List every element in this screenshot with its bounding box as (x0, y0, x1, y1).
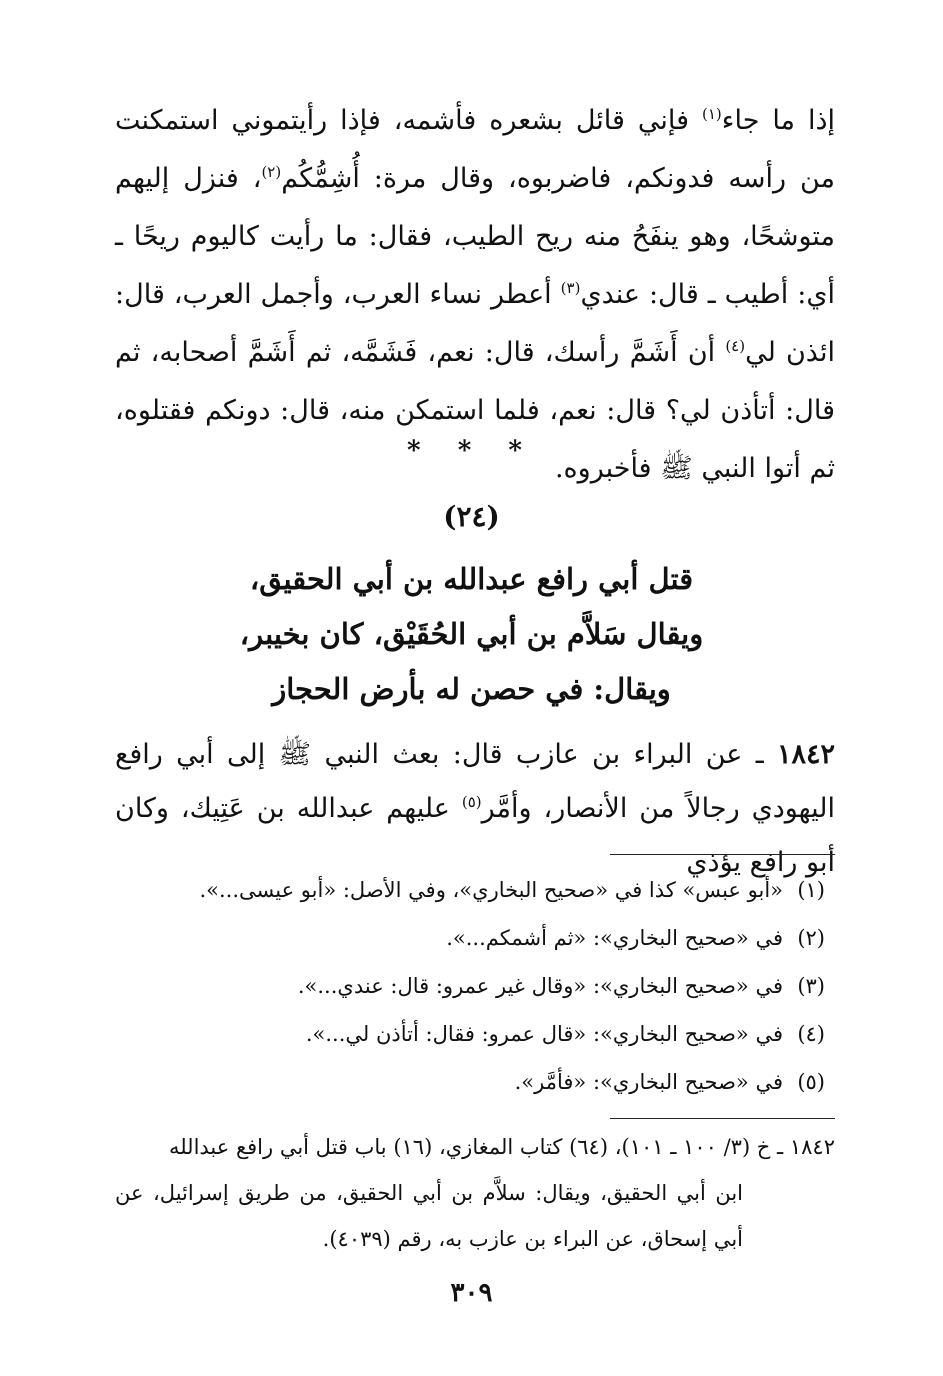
footnote-ref: (٣) (560, 279, 581, 297)
footnote-ref: (١) (701, 105, 722, 123)
footnote-text: في «صحيح البخاري»: «وقال غير عمرو: قال: عندي...». (297, 974, 783, 998)
text-segment: أعطر نساء العرب، وأجمل العرب، قال: ائذن لي (115, 279, 835, 368)
footnote-item (115, 914, 825, 962)
footnote-text: في «صحيح البخاري»: «ثم أشمكم...». (446, 926, 783, 950)
source-note-line: ابن أبي الحقيق، ويقال: سلاَّم بن أبي الحقيق، من طريق إسرائيل، عن أبي إسحاق، عن البراء بن عازب به، رقم (٤٠٣٩). (115, 1181, 743, 1251)
text-segment: إذا ما جاء (721, 105, 835, 136)
footnote-ref: (٢) (261, 163, 282, 181)
footnote-ref: (٥) (461, 793, 482, 811)
footnote-mark: (٢) (797, 926, 825, 950)
footnotes-list (115, 866, 825, 1106)
footnote-mark: (٣) (797, 974, 825, 998)
chapter-title (0, 552, 943, 717)
chapter-title-line: قتل أبي رافع عبدالله بن أبي الحقيق، (249, 562, 694, 596)
source-note-line: ١٨٤٢ ـ خ (٣/ ١٠٠ ـ ١٠١)، (٦٤) كتاب المغازي، (١٦) باب قتل أبي رافع عبدالله (168, 1135, 835, 1159)
footnote-mark: (٥) (797, 1070, 825, 1094)
text-segment: أن أَشَمَّ رأسك، قال: نعم، فَشَمَّه، ثم أَشَمَّ أصحابه، ثم قال: أتأذن لي؟ قال: نعم، فلما استمكن منه، قال: دونكم فقتلوه، ثم أتوا النبي ﷺ فأخبروه. (115, 337, 835, 484)
footnote-divider (610, 854, 835, 855)
section-separator: * * * (407, 436, 536, 466)
footnote-item (115, 866, 825, 914)
footnote-text: في «صحيح البخاري»: «فأمَّر». (514, 1070, 783, 1094)
footnote-mark: (٤) (797, 1022, 825, 1046)
footnote-ref: (٤) (725, 337, 746, 355)
text-segment: عليهم عبدالله بن عَتِيك، وكان أبو رافع يؤذي (115, 793, 835, 878)
source-note (115, 1124, 835, 1262)
chapter-title-line: ويقال: في حصن له بأرض الحجاز (272, 672, 671, 706)
footnote-item (115, 962, 825, 1010)
chapter-title-line: ويقال سَلاَّم بن أبي الحُقَيْق، كان بخيبر، (239, 617, 704, 651)
footnote-item (115, 1058, 825, 1106)
source-divider (610, 1118, 835, 1119)
text-segment: فإني قائل بشعره فأشمه، فإذا رأيتموني استمكنت من رأسه فدونكم، فاضربوه، وقال مرة: أُشِمُّكُم (115, 105, 835, 194)
footnote-item (115, 1010, 825, 1058)
hadith-number: ١٨٤٢ (776, 739, 835, 770)
footnote-text: في «صحيح البخاري»: «قال عمرو: فقال: أتأذن لي...». (305, 1022, 783, 1046)
footnote-mark: (١) (797, 878, 825, 902)
text-segment: ، فنزل إليهم متوشحًا، وهو ينفَحُ منه ريح الطيب، فقال: ما رأيت كاليوم ريحًا ـ أي: أطيب ـ قال: عندي (115, 163, 835, 310)
text-segment: ـ عن البراء بن عازب قال: بعث النبي ﷺ إلى أبي رافع اليهودي رجالاً من الأنصار، وأمَّر (115, 739, 835, 824)
page-number: ٣٠٩ (450, 1278, 493, 1308)
footnote-text: «أبو عبس» كذا في «صحيح البخاري»، وفي الأصل: «أبو عيسى...». (199, 878, 783, 902)
chapter-number: (٢٤) (443, 500, 500, 533)
